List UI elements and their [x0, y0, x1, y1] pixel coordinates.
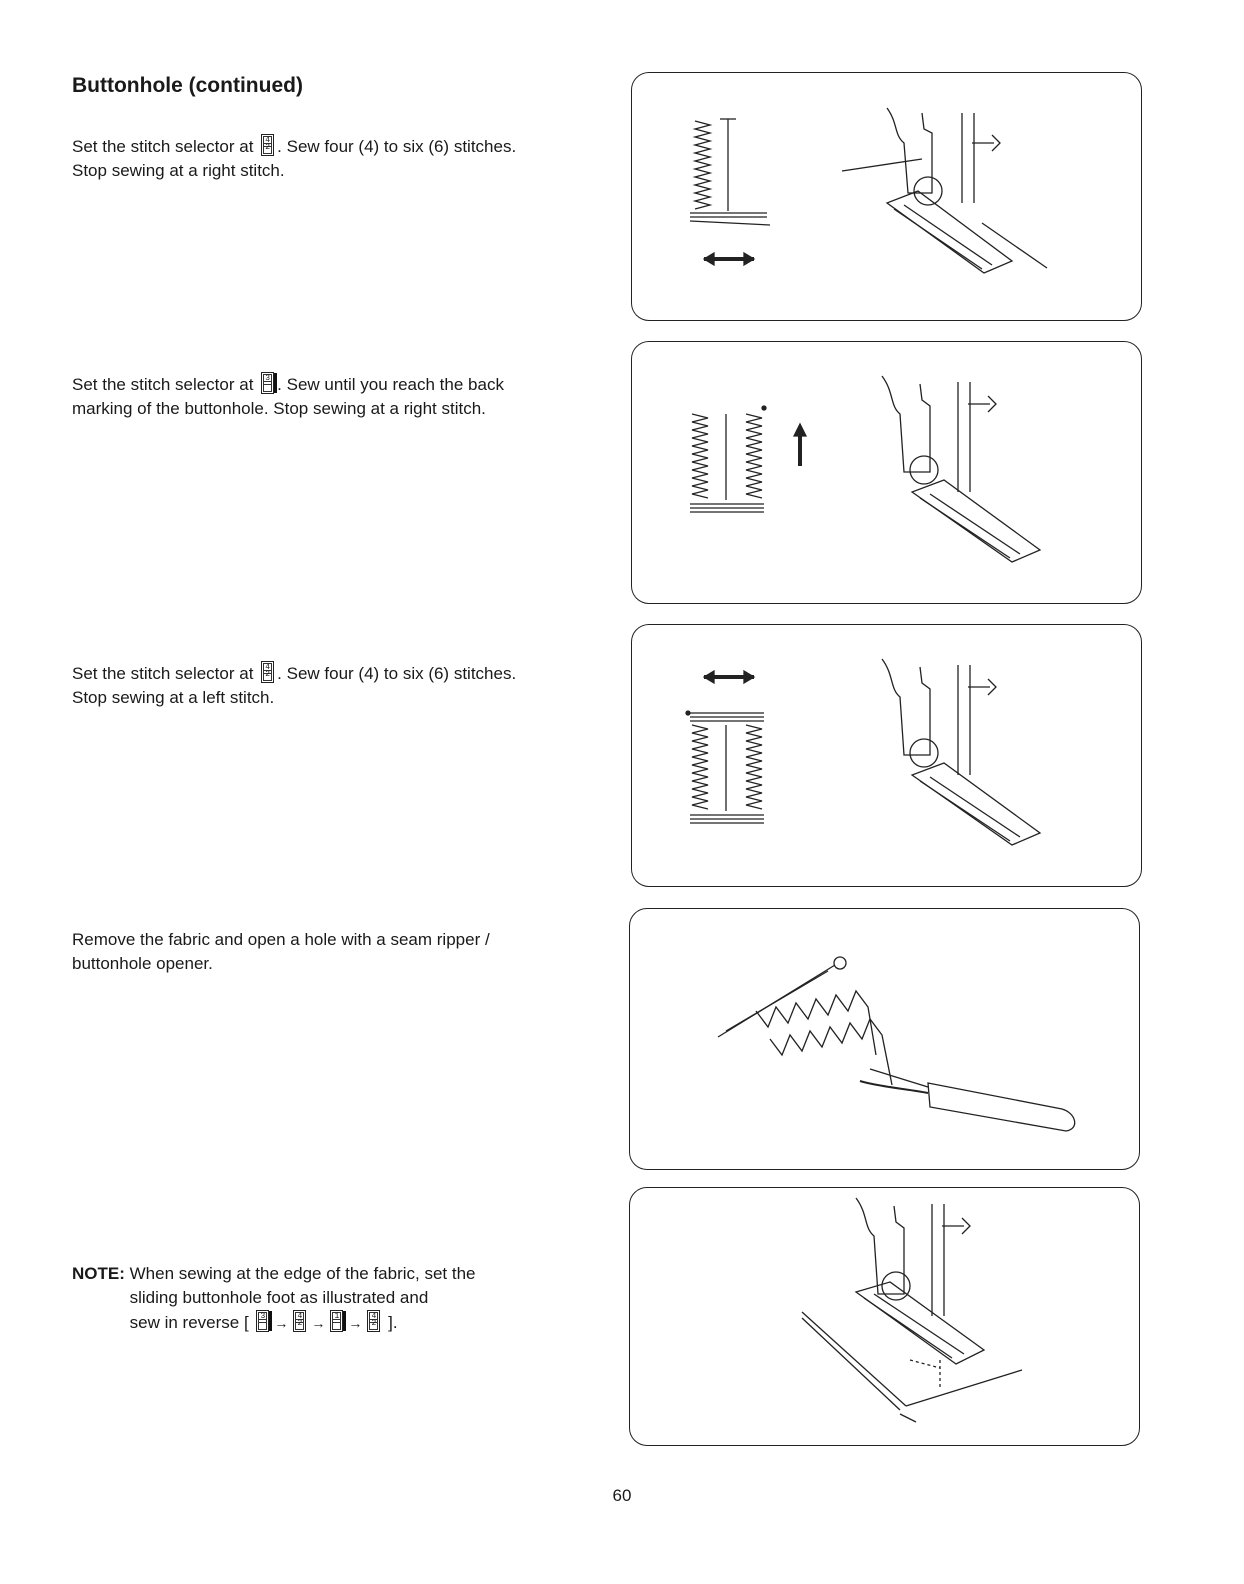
stitch-selector-icon: 3 [256, 1310, 269, 1332]
illustration-panel-3 [631, 624, 1142, 887]
stitch-selector-icon: 4 2 [261, 661, 274, 683]
step-2-lead: Set the stitch selector at [72, 375, 254, 394]
buttonhole-left-side-illustration [632, 342, 1143, 605]
step-1-instruction: . Sew four (4) to six (6) stitches. Stop sewing at a right stitch. [72, 137, 517, 180]
page-number: 60 [612, 1486, 632, 1505]
buttonhole-front-bartack-illustration [632, 73, 1143, 322]
stitch-selector-icon: 1 [330, 1310, 343, 1332]
illustration-panel-2 [631, 341, 1142, 604]
stitch-selector-icon: 3 [261, 372, 274, 394]
step-1-text [72, 134, 542, 183]
note-body: When sewing at the edge of the fabric, set the sliding buttonhole foot as illustrated and sew in reverse [ 3 → 4 2 → 1 → 4 2 ]. [130, 1262, 476, 1335]
stitch-selector-icon: 4 2 [367, 1310, 380, 1332]
illustration-panel-1 [631, 72, 1142, 321]
note-label: NOTE: [72, 1264, 125, 1283]
arrow-right-icon: → [311, 1315, 326, 1331]
step-1-lead: Set the stitch selector at [72, 137, 254, 156]
arrow-right-icon: → [274, 1315, 289, 1331]
step-3-instruction: . Sew four (4) to six (6) stitches. Stop sewing at a left stitch. [72, 664, 517, 707]
fabric-edge-illustration [630, 1188, 1141, 1447]
step-3-lead: Set the stitch selector at [72, 664, 254, 683]
buttonhole-back-bartack-illustration [632, 625, 1143, 888]
illustration-panel-5 [629, 1187, 1140, 1446]
step-3-text [72, 661, 542, 710]
illustration-panel-4 [629, 908, 1140, 1170]
stitch-selector-icon: 4 2 [261, 134, 274, 156]
seam-ripper-illustration [630, 909, 1141, 1171]
arrow-right-icon: → [348, 1315, 363, 1331]
step-4-text: Remove the fabric and open a hole with a seam ripper / buttonhole opener. [72, 930, 490, 973]
step-2-instruction: . Sew until you reach the back marking of the buttonhole. Stop sewing at a right stitch. [72, 375, 504, 418]
page-title: Buttonhole (continued) [72, 74, 303, 97]
stitch-selector-icon: 4 2 [293, 1310, 306, 1332]
step-2-text [72, 372, 552, 421]
note [72, 1262, 572, 1335]
